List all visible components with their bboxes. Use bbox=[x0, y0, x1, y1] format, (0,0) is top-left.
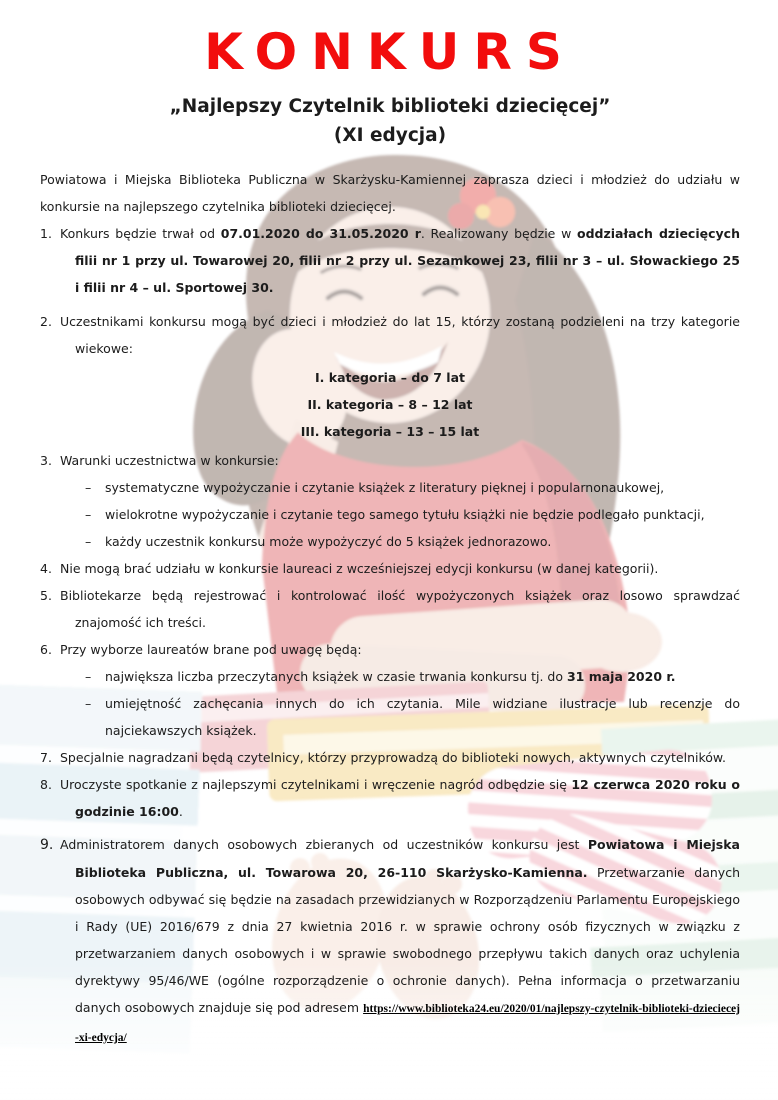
item-4 bbox=[40, 555, 740, 582]
dash-icon: – bbox=[85, 668, 92, 684]
item-5-number: 5. bbox=[40, 587, 52, 603]
item-8-text: Uroczyste spotkanie z najlepszymi czytelnikami i wręczenie nagród odbędzie się bbox=[60, 776, 572, 792]
item-1-number: 1. bbox=[40, 225, 52, 241]
item-3-dash-3-text: każdy uczestnik konkursu może wypożyczyć do 5 książek jednorazowo. bbox=[105, 533, 552, 549]
intro-paragraph: Powiatowa i Miejska Biblioteka Publiczna w Skarżysku-Kamiennej zaprasza dzieci i młodzież do udziału w konkursie na najlepszego czytelnika biblioteki dziecięcej. bbox=[40, 171, 740, 214]
dash-icon: – bbox=[85, 533, 92, 549]
item-6-dash-1-date-bold: 31 maja 2020 r. bbox=[566, 668, 676, 684]
item-9 bbox=[40, 831, 740, 1052]
item-2-number: 2. bbox=[40, 313, 52, 329]
item-3-dash-1 bbox=[40, 474, 740, 501]
dash-icon: – bbox=[85, 479, 92, 495]
item-8-date-bold: 12 czerwca 2020 roku o godzinie 16:00 bbox=[75, 776, 740, 819]
item-7 bbox=[40, 744, 740, 771]
category-line-3: III. kategoria – 13 – 15 lat bbox=[300, 423, 480, 439]
subtitle-line-2: (XI edycja) bbox=[333, 124, 447, 146]
item-9-address-bold: Powiatowa i Miejska Biblioteka Publiczna, ul. Towarowa 20, 26-110 Skarżysko-Kamienna. bbox=[75, 836, 740, 880]
category-line-2: II. kategoria – 8 – 12 lat bbox=[307, 396, 473, 412]
item-3 bbox=[40, 447, 740, 474]
dash-icon: – bbox=[85, 695, 92, 711]
item-3-dash-2-text: wielokrotne wypożyczanie i czytanie tego samego tytułu książki nie będzie podlegało punktacji, bbox=[105, 506, 705, 522]
item-1-text: Konkurs będzie trwał od bbox=[60, 225, 221, 241]
page-title: KONKURS bbox=[204, 23, 576, 81]
item-6-number: 6. bbox=[40, 641, 52, 657]
item-3-number: 3. bbox=[40, 452, 52, 468]
item-9-number: 9. bbox=[40, 836, 54, 853]
privacy-info-link[interactable]: https://www.biblioteka24.eu/2020/01/najlepszy-czytelnik-biblioteki-dzieciecej-xi-edycja/ bbox=[75, 1002, 740, 1044]
item-2 bbox=[40, 308, 740, 362]
rules-body bbox=[40, 166, 740, 1052]
item-8-period: . bbox=[178, 803, 183, 819]
item-6-dash-2 bbox=[40, 690, 740, 744]
item-5-text: Bibliotekarze będą rejestrować i kontrolować ilość wypożyczonych książek oraz losowo sprawdzać znajomość ich treści. bbox=[60, 587, 740, 630]
item-9-gdpr-text: Przetwarzanie danych osobowych odbywać się będzie na zasadach przewidzianych w Rozporządzeniu Parlamentu Europejskiego i Rady (UE) 2016/679 z dnia 27 kwietnia 2016 r. w sprawie ochrony osób fizycznych w związku z przetwarzaniem danych osobowych i w sprawie swobodnego przepływu takich danych oraz uchylenia dyrektywy 95/46/WE (ogólne rozporządzenie o ochronie danych). Pełna informacja o przetwarzaniu danych osobowych znajduje się pod adresem bbox=[75, 864, 740, 1015]
item-3-dash-1-text: systematyczne wypożyczanie i czytanie książek z literatury pięknej i popularnonaukowej, bbox=[105, 479, 665, 495]
subtitle-line-1: „Najlepszy Czytelnik biblioteki dziecięcej” bbox=[169, 95, 611, 117]
item-6 bbox=[40, 636, 740, 663]
item-7-number: 7. bbox=[40, 749, 52, 765]
item-5 bbox=[40, 582, 740, 636]
item-6-text: Przy wyborze laureatów brane pod uwagę będą: bbox=[60, 641, 362, 657]
page-subtitle bbox=[40, 92, 740, 150]
dash-icon: – bbox=[85, 506, 92, 522]
item-4-number: 4. bbox=[40, 560, 52, 576]
item-3-text: Warunki uczestnictwa w konkursie: bbox=[60, 452, 279, 468]
item-1-text-2: . Realizowany będzie w bbox=[420, 225, 577, 241]
item-4-text: Nie mogą brać udziału w konkursie laureaci z wcześniejszej edycji konkursu (w danej kategorii). bbox=[60, 560, 659, 576]
item-1-branches-bold: oddziałach dziecięcych filii nr 1 przy ul. Towarowej 20, filii nr 2 przy ul. Sezamkowej 23, filii nr 3 – ul. Słowackiego 25 i filii nr 4 – ul. Sportowej 30. bbox=[75, 225, 740, 295]
item-3-dash-2 bbox=[40, 501, 740, 528]
item-6-dash-1-text: największa liczba przeczytanych książek w czasie trwania konkursu tj. do bbox=[105, 668, 567, 684]
item-8-number: 8. bbox=[40, 776, 52, 792]
item-1 bbox=[40, 220, 740, 301]
category-line-1: I. kategoria – do 7 lat bbox=[315, 369, 465, 385]
item-9-text: Administratorem danych osobowych zbieranych od uczestników konkursu jest bbox=[60, 836, 588, 852]
item-2-text: Uczestnikami konkursu mogą być dzieci i młodzież do lat 15, którzy zostaną podzieleni na trzy kategorie wiekowe: bbox=[60, 313, 740, 356]
item-1-dates-bold: 07.01.2020 do 31.05.2020 r bbox=[220, 225, 421, 241]
item-7-text: Specjalnie nagradzani będą czytelnicy, którzy przyprowadzą do biblioteki nowych, aktywnych czytelników. bbox=[60, 749, 726, 765]
item-6-dash-1 bbox=[40, 663, 740, 690]
age-categories bbox=[40, 364, 740, 445]
item-8 bbox=[40, 771, 740, 825]
item-6-dash-2-text: umiejętność zachęcania innych do ich czytania. Mile widziane ilustracje lub recenzje do najciekawszych książek. bbox=[105, 695, 740, 738]
item-3-dash-3 bbox=[40, 528, 740, 555]
